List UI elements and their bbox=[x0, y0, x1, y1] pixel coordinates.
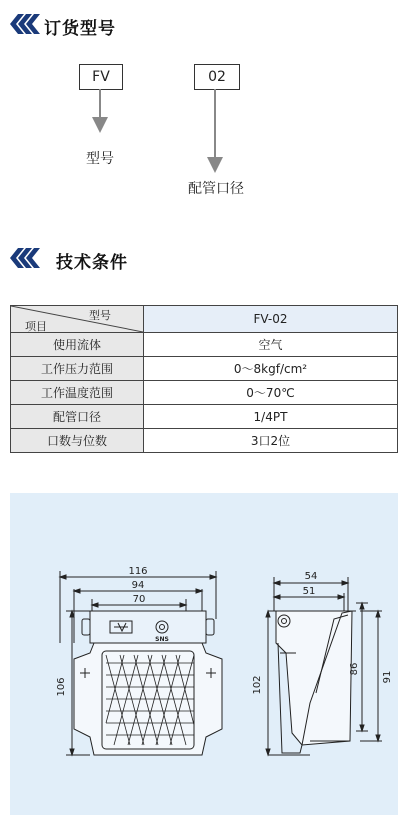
dimension-70: 70 bbox=[132, 594, 146, 605]
table-row bbox=[11, 357, 398, 381]
header-model-label: 型号 bbox=[89, 309, 111, 322]
row-key: 口数与位数 bbox=[11, 429, 144, 453]
dimension-116: 116 bbox=[128, 566, 148, 577]
table-row bbox=[11, 333, 398, 357]
arrow-down-icon bbox=[90, 89, 110, 135]
row-value: 空气 bbox=[144, 333, 398, 357]
table-row bbox=[11, 429, 398, 453]
dimension-91: 91 bbox=[382, 670, 393, 684]
table-header-row bbox=[11, 306, 398, 333]
dimension-51: 51 bbox=[302, 586, 316, 597]
row-value: 0～8kgf/cm² bbox=[144, 357, 398, 381]
header-item-label: 项目 bbox=[25, 320, 47, 333]
header-diagonal-cell bbox=[11, 306, 144, 333]
header-value: FV-02 bbox=[144, 306, 398, 333]
row-key: 工作压力范围 bbox=[11, 357, 144, 381]
port-size-label: 配管口径 bbox=[188, 181, 244, 197]
table-row bbox=[11, 405, 398, 429]
chevron-left-icon bbox=[10, 248, 40, 268]
table-row bbox=[11, 381, 398, 405]
order-section-title: 订货型号 bbox=[44, 19, 116, 39]
technical-drawing bbox=[10, 493, 398, 815]
dimension-106: 106 bbox=[56, 677, 67, 697]
model-code-box: FV bbox=[79, 64, 123, 90]
spec-table bbox=[10, 305, 398, 453]
arrow-down-icon bbox=[205, 89, 225, 175]
row-value: 0～70℃ bbox=[144, 381, 398, 405]
row-key: 工作温度范围 bbox=[11, 381, 144, 405]
dimension-94: 94 bbox=[131, 580, 145, 591]
row-value: 3口2位 bbox=[144, 429, 398, 453]
row-value: 1/4PT bbox=[144, 405, 398, 429]
row-key: 使用流体 bbox=[11, 333, 144, 357]
brand-logo-text: SNS bbox=[155, 636, 169, 643]
row-key: 配管口径 bbox=[11, 405, 144, 429]
port-code-box: 02 bbox=[194, 64, 240, 90]
model-label: 型号 bbox=[86, 151, 114, 167]
spec-section-title: 技术条件 bbox=[56, 253, 128, 273]
dimension-102: 102 bbox=[252, 675, 263, 695]
chevron-left-icon bbox=[10, 14, 40, 34]
dimension-86: 86 bbox=[349, 662, 360, 676]
dimension-54: 54 bbox=[304, 571, 318, 582]
